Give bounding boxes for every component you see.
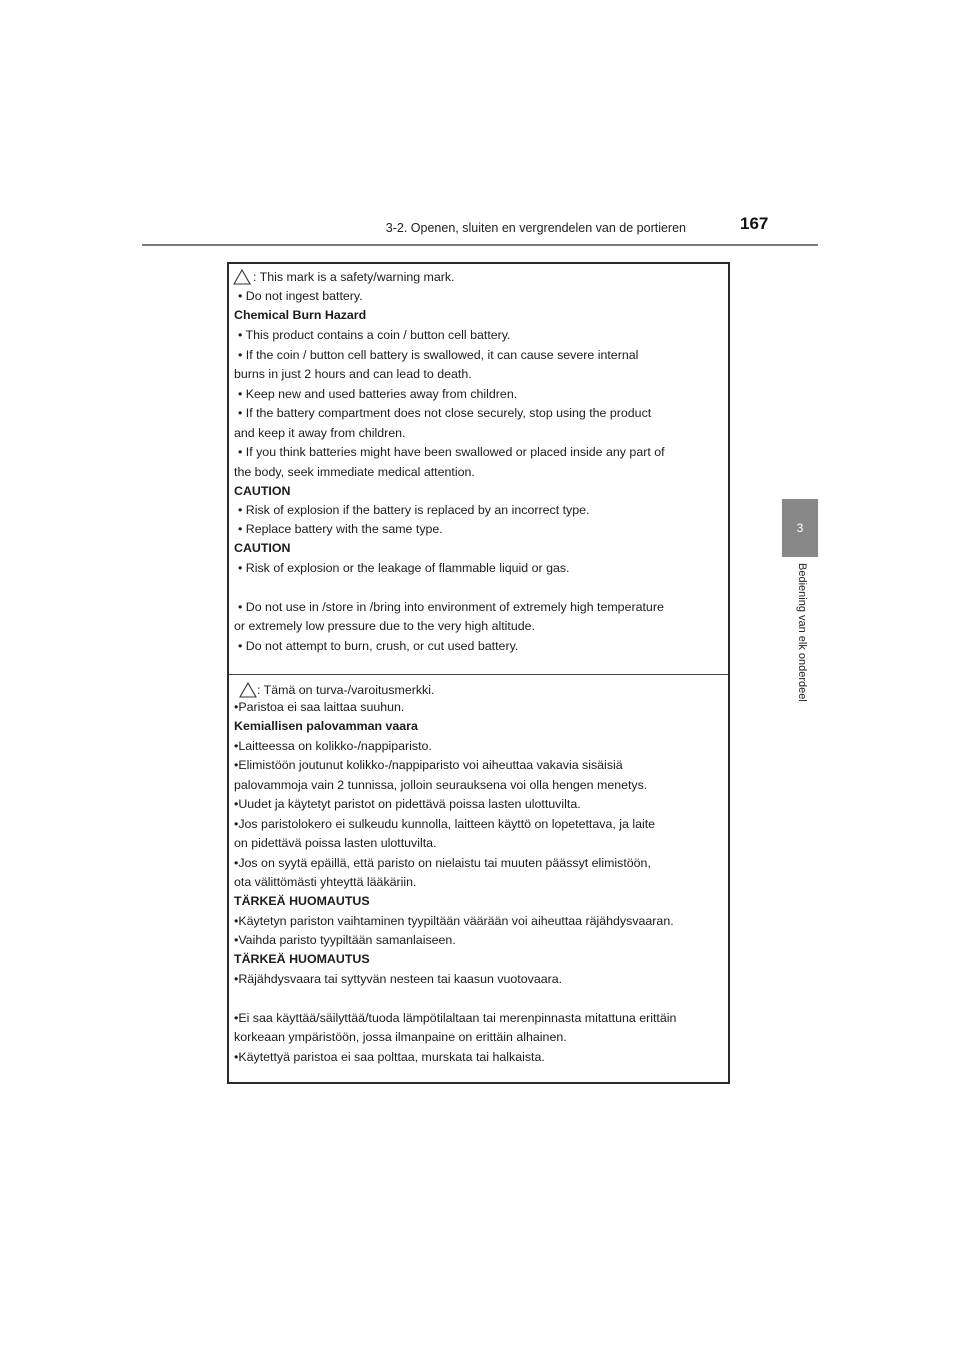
section-heading: CAUTION <box>234 484 291 498</box>
warning-line: •Uudet ja käytetyt paristot on pidettävä poissa lasten ulottuvilta. <box>234 797 581 811</box>
section-heading: TÄRKEÄ HUOMAUTUS <box>234 952 370 966</box>
warning-line: burns in just 2 hours and can lead to death. <box>234 367 472 381</box>
warning-line: the body, seek immediate medical attention. <box>234 465 475 479</box>
warning-line: •Jos paristolokero ei sulkeudu kunnolla, laitteen käyttö on lopetettava, ja laite <box>234 817 656 831</box>
chapter-tab <box>782 499 818 557</box>
warning-line: •Laitteessa on kolikko-/nappiparisto. <box>234 739 432 753</box>
warning-line: • If the coin / button cell battery is swallowed, it can cause severe internal <box>238 348 639 362</box>
warning-mark-legend: : This mark is a safety/warning mark. <box>253 270 455 284</box>
warning-line: •Elimistöön joutunut kolikko-/nappiparisto voi aiheuttaa vakavia sisäisiä <box>234 758 623 772</box>
chapter-number: 3 <box>796 521 804 535</box>
warning-line: •Vaihda paristo tyypiltään samanlaiseen. <box>234 933 456 947</box>
page-number: 167 <box>740 214 769 233</box>
section-heading: Kemiallisen palovamman vaara <box>234 719 418 733</box>
warning-line: ota välittömästi yhteyttä lääkäriin. <box>234 875 417 889</box>
header-rule <box>142 244 818 246</box>
section-heading: TÄRKEÄ HUOMAUTUS <box>234 894 370 908</box>
warning-line: • Do not ingest battery. <box>238 289 363 303</box>
warning-mark-legend: : Tämä on turva-/varoitusmerkki. <box>257 683 435 697</box>
warning-line: • Keep new and used batteries away from children. <box>238 387 518 401</box>
warning-line: •Paristoa ei saa laittaa suuhun. <box>234 700 405 714</box>
warning-line: •Käytetyn pariston vaihtaminen tyypiltään väärään voi aiheuttaa räjähdysvaaran. <box>234 914 674 928</box>
warning-line: korkeaan ympäristöön, jossa ilmanpaine on erittäin alhainen. <box>234 1030 567 1044</box>
warning-line: • This product contains a coin / button cell battery. <box>238 328 511 342</box>
warning-line: • Replace battery with the same type. <box>238 522 443 536</box>
warning-line: • If you think batteries might have been swallowed or placed inside any part of <box>238 445 665 459</box>
warning-line: •Räjähdysvaara tai syttyvän nesteen tai kaasun vuotovaara. <box>234 972 563 986</box>
warning-line: • Do not attempt to burn, crush, or cut used battery. <box>238 639 519 653</box>
warning-line: •Käytettyä paristoa ei saa polttaa, murskata tai halkaista. <box>234 1050 545 1064</box>
warning-line: or extremely low pressure due to the very high altitude. <box>234 619 535 633</box>
chapter-label: Bediening van elk onderdeel <box>796 563 808 702</box>
section-divider <box>229 674 728 675</box>
warning-line: • Do not use in /store in /bring into environment of extremely high temperature <box>238 600 664 614</box>
battery-warning-box <box>227 262 730 1084</box>
running-header-title: 3-2. Openen, sluiten en vergrendelen van de portieren <box>385 221 686 235</box>
warning-triangle-icon <box>239 682 257 698</box>
warning-triangle-icon <box>233 269 251 285</box>
warning-line: • If the battery compartment does not close securely, stop using the product <box>238 406 652 420</box>
warning-line: •Jos on syytä epäillä, että paristo on nielaistu tai muuten päässyt elimistöön, <box>234 856 651 870</box>
warning-line: on pidettävä poissa lasten ulottuvilta. <box>234 836 437 850</box>
warning-line: •Ei saa käyttää/säilyttää/tuoda lämpötilaltaan tai merenpinnasta mitattuna erittäin <box>234 1011 677 1025</box>
warning-line: • Risk of explosion if the battery is replaced by an incorrect type. <box>238 503 590 517</box>
section-heading: Chemical Burn Hazard <box>234 308 367 322</box>
section-heading: CAUTION <box>234 541 291 555</box>
warning-line: palovammoja vain 2 tunnissa, jolloin seurauksena voi olla hengen menetys. <box>234 778 648 792</box>
warning-line: • Risk of explosion or the leakage of flammable liquid or gas. <box>238 561 570 575</box>
warning-line: and keep it away from children. <box>234 426 406 440</box>
